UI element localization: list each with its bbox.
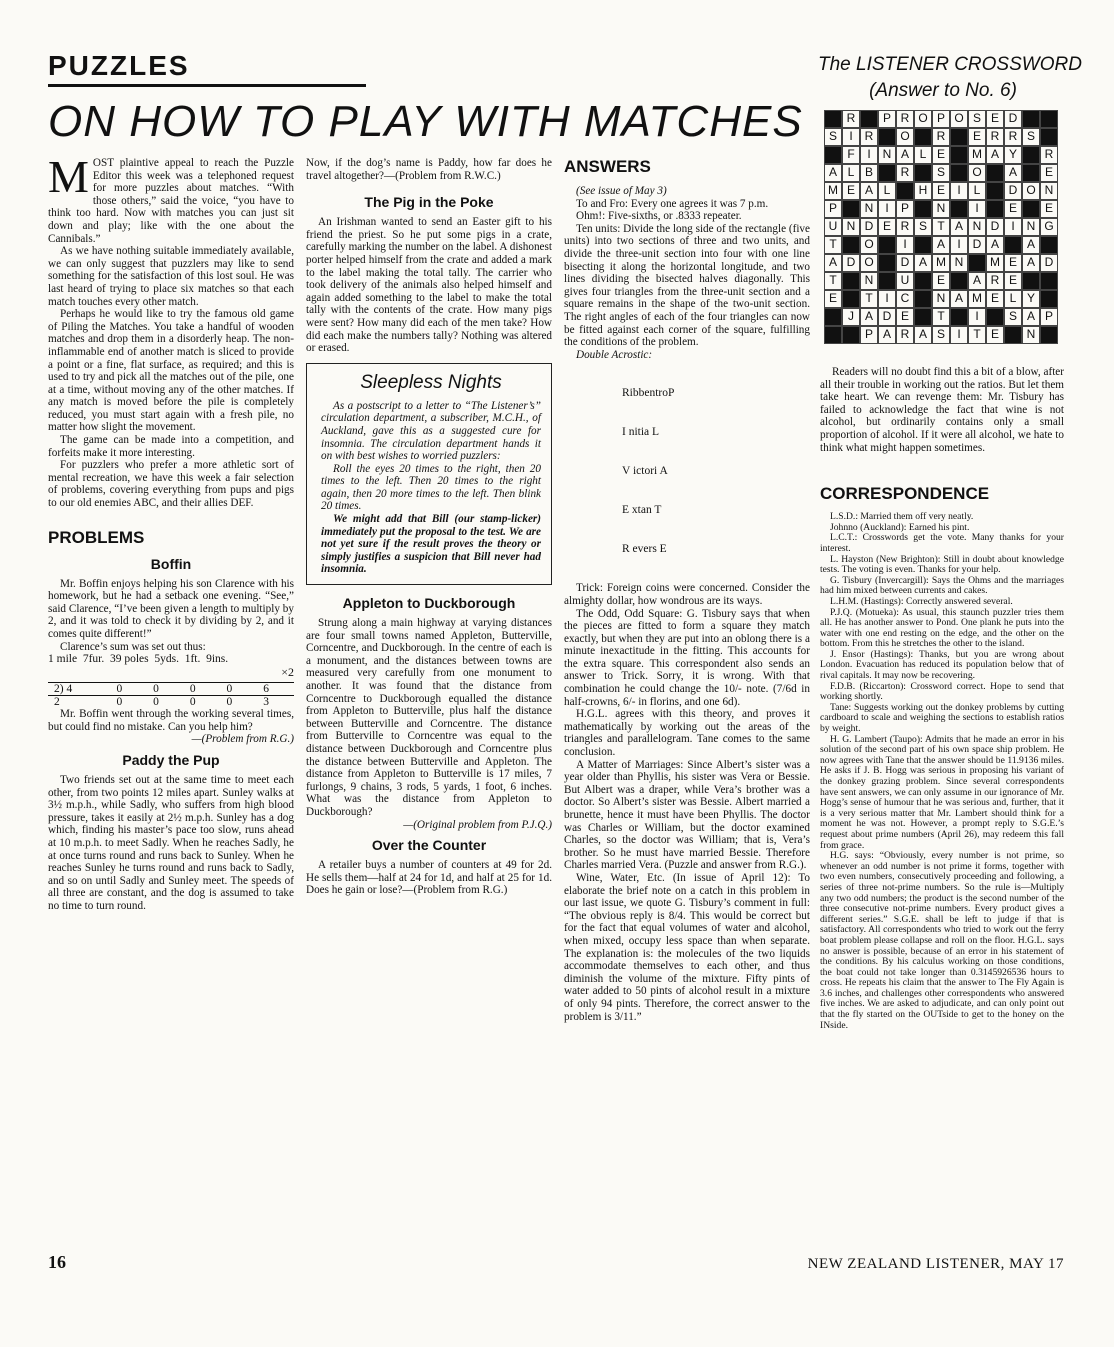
answer-odd2: H.G.L. agrees with this theory, and proves it mathematically by working out the areas of the triangles and parallelogram. Tane comes to the same conclusion.: [564, 708, 810, 759]
crossword-black-cell: [824, 146, 842, 164]
crossword-cell: S: [932, 326, 950, 344]
crossword-cell: O: [1022, 182, 1040, 200]
sleepless-p1: As a postscript to a letter to “The Listener’s” circulation department, a subscriber, M.C.H., of Auckland, gave this as a suggested cure for insomnia. The circulation department hands it on with best wishes to worried puzzlers:: [321, 399, 541, 463]
dropcap: M: [48, 151, 89, 202]
crossword-cell: L: [1004, 290, 1022, 308]
crossword-cell: T: [932, 308, 950, 326]
crossword-grid: [824, 110, 1060, 344]
crossword-cell: I: [860, 146, 878, 164]
section-title: PUZZLES: [48, 50, 190, 81]
intro-p3: Perhaps he would like to try the famous old game of Piling the Matches. You take a handful of wooden matches and drop them in a disorderly heap. The non-inflammable end of another match is sliced to provide a point or a fine, flat surface, as required; and this is used to try and pick all the matches out of the pile, one at a time, without moving any of the other matches. If any match is moved before the pile is completely reduced, you must start again with a fresh pile, no matter how slight the movement.: [48, 308, 294, 434]
crossword-black-cell: [896, 182, 914, 200]
crossword-cell: M: [968, 146, 986, 164]
crossword-cell: M: [986, 254, 1004, 272]
crossword-cell: E: [968, 128, 986, 146]
crossword-cell: D: [878, 308, 896, 326]
crossword-cell: D: [1004, 110, 1022, 128]
crossword-cell: A: [914, 254, 932, 272]
crossword-black-cell: [1040, 236, 1058, 254]
crossword-cell: R: [1004, 128, 1022, 146]
crossword-black-cell: [1004, 236, 1022, 254]
crossword-cell: E: [986, 290, 1004, 308]
crossword-cell: S: [914, 218, 932, 236]
crossword-cell: T: [860, 290, 878, 308]
crossword-cell: D: [1004, 182, 1022, 200]
crossword-cell: P: [860, 326, 878, 344]
crossword-cell: A: [1022, 308, 1040, 326]
counter-title: Over the Counter: [371, 837, 487, 854]
crossword-cell: P: [878, 110, 896, 128]
crossword-cell: E: [1040, 200, 1058, 218]
correspondence-item: P.J.Q. (Motueka): As usual, this staunch puzzler tries them all. He has another answer to Pond. One plank he puts into the water with one end resting on the edge, and the other on the bottom. From this he stretches the other to the island.: [820, 606, 1064, 650]
crossword-black-cell: [878, 272, 896, 290]
table-cell: 0: [226, 696, 233, 709]
crossword-black-cell: [950, 146, 968, 164]
crossword-cell: A: [968, 272, 986, 290]
crossword-black-cell: [950, 164, 968, 182]
crossword-cell: E: [842, 182, 860, 200]
table-row: [48, 696, 294, 709]
problems-heading: PROBLEMS: [48, 527, 145, 547]
crossword-cell: E: [986, 326, 1004, 344]
crossword-cell: S: [1004, 308, 1022, 326]
crossword-black-cell: [914, 272, 932, 290]
crossword-cell: M: [824, 182, 842, 200]
boffin-p1: Mr. Boffin enjoys helping his son Clarence with his homework, but he had a setback one evening. “See,” said Clarence, “I’ve been given a length to multiply by 2, and it was told to check it by dividing by 2, and it comes quite different!”: [48, 577, 294, 640]
crossword-black-cell: [914, 200, 932, 218]
crossword-black-cell: [986, 308, 1004, 326]
crossword-black-cell: [950, 308, 968, 326]
crossword-black-cell: [1040, 128, 1058, 146]
table-cell: 0: [153, 696, 159, 709]
crossword-black-cell: [842, 290, 860, 308]
answer-odd1: The Odd, Odd Square: G. Tisbury says that when the pieces are fitted to form a square they match exactly, but when they are put into an oblong there is a minute inexactitude in the fitting. This accounts for the extra square. This correspondent also sends an answer to Trick. Sorry, it is wrong. With that combination he could change the 10/- note. (7/6d in half-crowns, 6/- in florins, and one 6d).: [564, 607, 810, 708]
intro-p1: OST plaintive appeal to reach the Puzzle Editor this week was a telephoned request for more puzzles about matches. “With those others,” said the voice, “you have to think too hard. Now with matches you can just sit down and play; like with the one about the Cannibals.”: [48, 157, 294, 245]
crossword-cell: A: [860, 308, 878, 326]
publication-footer: NEW ZEALAND LISTENER, MAY 17: [807, 1256, 1064, 1272]
correspondence-item: L.C.T.: Crosswords get the vote. Many thanks for your interest.: [820, 532, 1064, 554]
answer-tofro: To and Fro: Every one agrees it was 7 p.m.: [576, 197, 769, 210]
crossword-cell: A: [824, 254, 842, 272]
crossword-cell: A: [932, 236, 950, 254]
crossword-cell: U: [896, 272, 914, 290]
crossword-black-cell: [1040, 272, 1058, 290]
crossword-black-cell: [1040, 290, 1058, 308]
crossword-cell: N: [968, 218, 986, 236]
column-1: [48, 151, 294, 913]
crossword-cell: D: [1040, 254, 1058, 272]
paddy-p1: Two friends set out at the same time to meet each other, from two points 12 miles apart. Sunley walks at 3½ m.p.h., while Sadly, who suffers from high blood pressure, takes it easily at 2½ m.p.h. Sunley has a dog which, finding his master’s pace too slow, runs ahead at 10 m.p.h. to meet Sadly. When he reaches Sadly, he at once turns round and runs back to Sunley. When he reaches Sunley he turns round and runs back to Sadly, and so on until Sadly and Sunley meet. The speeds of all three are constant, and the dog is assumed to take no time to turn round.: [48, 773, 294, 912]
crossword-black-cell: [1040, 110, 1058, 128]
acrostic-label: Double Acrostic:: [576, 348, 653, 361]
crossword-cell: S: [1022, 128, 1040, 146]
crossword-cell: E: [932, 146, 950, 164]
answer-trick: Trick: Foreign coins were concerned. Consider the almighty dollar, how wondrous are its ways.: [564, 582, 810, 607]
answers-see: (See issue of May 3): [576, 185, 667, 197]
acrostic-line: RibbentroP: [622, 387, 675, 400]
answer-wine: Wine, Water, Etc. (In issue of April 12): To elaborate the brief note on a catch in this problem in our last issue, we quote G. Tisbury’s comment in full: “The obvious reply is 8/4. This would be correct but for the fact that equal volumes of water and alcohol, when mixed, occupy less space than when separate. The explanation is: the molecules of the two liquids accommodate themselves to each other, and thus diminish the volume of the mixture. Fifty pints of water added to 50 pints of alcohol result in a mixture of only 94 pints. Therefore, the correct answer to the problem is 3/11.”: [564, 871, 810, 1023]
crossword-black-cell: [968, 254, 986, 272]
crossword-black-cell: [950, 200, 968, 218]
acrostic: [622, 361, 810, 582]
crossword-cell: M: [968, 290, 986, 308]
answer-ten: Ten units: Divide the long side of the rectangle (five units) into two sections of three and two units, and divide the three-unit section into four with one line bisecting it along the horizontal longitude, and two lines dividing the bisected halves diagonally. This gives four triangles from the three-unit section and a square remains in the shape of the two-unit section. The right angles of each of the four triangles can now be fitted against each corner of the square, fulfilling the conditions of the problem.: [564, 222, 810, 349]
crossword-cell: L: [914, 146, 932, 164]
crossword-black-cell: [986, 182, 1004, 200]
answer-marriages: A Matter of Marriages: Since Albert’s sister was a year older than Phyllis, his sister was Vera or Bessie. But Albert was a draper, while Vera’s brother was a doctor. So Albert’s sister was Bessie. Albert married a brunette, hence it must have been Phyllis. The doctor was Charles or William, but the doctor examined Charles, so the doctor was William; that is, Vera’s brother. So he must have married Bessie. Therefore Charles married Vera. (Puzzle and answer from R.G.).: [564, 758, 810, 872]
intro: [48, 151, 294, 510]
crossword-black-cell: [914, 236, 932, 254]
crossword-cell: A: [1022, 236, 1040, 254]
crossword-cell: A: [986, 236, 1004, 254]
correspondence-item: H. G. Lambert (Taupo): Admits that he made an error in his solution of the second part of his own space ship problem. He now agrees with Tane that the answer should be 11.9136 miles. He asks if J. B. Hogg was serious in proposing his variant of the donkey grazing problem. Since several correspondents have sent answers, we can only assume in our ignorance of Mr. Hogg’s sense of humour that he was serious and, further, that it is a very serious matter that Mr. Lambert should think for a moment he was not. However, a prompt reply to S.G.E.’s request about prime numbers (April 26), may redeem this fall from grace.: [820, 733, 1064, 851]
sleepless-box: [306, 363, 552, 585]
paddy-p2: Now, if the dog’s name is Paddy, how far does he travel altogether?—(Problem from R.W.C.): [306, 157, 552, 182]
crossword-cell: N: [860, 272, 878, 290]
crossword-cell: I: [950, 326, 968, 344]
boffin-times: ×2: [281, 665, 294, 680]
table-cell: 6: [263, 683, 269, 696]
crossword-cell: E: [1004, 254, 1022, 272]
crossword-cell: U: [824, 218, 842, 236]
crossword-cell: N: [842, 218, 860, 236]
crossword-cell: A: [1004, 164, 1022, 182]
crossword-cell: A: [950, 290, 968, 308]
crossword-cell: E: [1040, 164, 1058, 182]
crossword-cell: E: [932, 182, 950, 200]
crossword-cell: T: [968, 326, 986, 344]
correspondence-item: F.D.B. (Riccarton): Crossword correct. Hope to send that working shortly.: [820, 680, 1064, 703]
crossword-cell: I: [842, 128, 860, 146]
crossword-black-cell: [986, 164, 1004, 182]
pig-title: The Pig in the Poke: [364, 194, 494, 211]
crossword-cell: O: [950, 110, 968, 128]
crossword-cell: O: [860, 254, 878, 272]
crossword-cell: B: [860, 164, 878, 182]
crossword-cell: T: [932, 218, 950, 236]
crossword-cell: E: [824, 290, 842, 308]
boffin-table: [48, 682, 294, 708]
crossword-cell: E: [986, 110, 1004, 128]
crossword-cell: N: [932, 200, 950, 218]
crossword-cell: N: [860, 200, 878, 218]
acrostic-line: R evers E: [622, 543, 667, 556]
crossword-cell: A: [986, 146, 1004, 164]
crossword-black-cell: [914, 128, 932, 146]
crossword-black-cell: [1022, 110, 1040, 128]
crossword-cell: A: [1022, 254, 1040, 272]
column-4: [820, 110, 1064, 1031]
crossword-cell: J: [842, 308, 860, 326]
acrostic-line: I nitia L: [622, 426, 660, 439]
crossword-black-cell: [1022, 146, 1040, 164]
crossword-black-cell: [878, 164, 896, 182]
crossword-cell: I: [950, 236, 968, 254]
crossword-cell: R: [860, 128, 878, 146]
crossword-cell: L: [968, 182, 986, 200]
sleepless-p3: We might add that Bill (our stamp-licker) immediately put the proposal to the test. We are not yet sure if the result proves the theory or simply justifies a suspicion that Bill never had insomnia.: [321, 513, 541, 576]
crossword-cell: R: [896, 164, 914, 182]
crossword-cell: E: [878, 218, 896, 236]
table-row: [48, 683, 294, 696]
crossword-black-cell: [842, 236, 860, 254]
crossword-black-cell: [824, 326, 842, 344]
crossword-cell: E: [1004, 272, 1022, 290]
appleton-credit: —(Original problem from P.J.Q.): [403, 818, 552, 831]
crossword-after: Readers will no doubt find this a bit of a blow, after all their trouble in working out the ratios. But let them take heart. We can revenge them: Mr. Tisbury has failed to acknowledge the fact that wine is not alcohol, but ordinarily contains only a small proportion of alcohol. If it were all alcohol, we hate to think what might happen sometimes.: [820, 366, 1064, 454]
crossword-black-cell: [1040, 326, 1058, 344]
table-cell: 0: [116, 683, 123, 696]
crossword-black-cell: [950, 128, 968, 146]
table-cell: 2: [54, 696, 60, 709]
crossword-subtitle: (Answer to No. 6): [869, 80, 1017, 101]
crossword-black-cell: [1022, 200, 1040, 218]
crossword-cell: N: [932, 290, 950, 308]
crossword-cell: R: [986, 272, 1004, 290]
crossword-cell: T: [824, 236, 842, 254]
pig-p1: An Irishman wanted to send an Easter gift to his friend the priest. So he put some pigs in a crate, carefully marking the number on the label. A dishonest porter helped himself from the crate and added a mark to the label making the total tally. The carrier who took delivery of the animals also helped himself and again added something to the label to make the total tally with the contents of the crate. How many pigs were sent? How many did each of the men take? How did each make the numbers tally? Nothing was altered or erased.: [306, 216, 552, 355]
crossword-black-cell: [842, 272, 860, 290]
intro-p2: As we have nothing suitable immediately available, we can only suggest that puzzlers may like to send something for the satisfaction of this lost soul. He was last heard of trying to place six matches so that each match touches every other match.: [48, 245, 294, 308]
crossword-cell: E: [896, 308, 914, 326]
crossword-cell: N: [950, 254, 968, 272]
crossword-cell: R: [986, 128, 1004, 146]
crossword-cell: R: [932, 128, 950, 146]
sleepless-title: Sleepless Nights: [360, 371, 502, 393]
correspondence-item: L. Hayston (New Brighton): Still in doubt about knowledge tests. The voting is even. Thanks for your help.: [820, 553, 1064, 576]
crossword-cell: D: [968, 236, 986, 254]
boffin-title: Boffin: [150, 555, 192, 572]
crossword-black-cell: [824, 110, 842, 128]
correspondence-item: L.S.D.: Married them off very neatly.: [830, 511, 974, 523]
sleepless-p2: Roll the eyes 20 times to the right, then 20 times to the left. Then 20 times to the right again, then 20 more times to the left. Then blink 20 times.: [321, 462, 541, 513]
crossword-cell: I: [878, 200, 896, 218]
table-cell: 0: [226, 683, 233, 696]
crossword-black-cell: [914, 164, 932, 182]
crossword-cell: A: [896, 146, 914, 164]
crossword-cell: R: [896, 110, 914, 128]
crossword-cell: P: [896, 200, 914, 218]
crossword-cell: N: [878, 146, 896, 164]
crossword-black-cell: [1022, 164, 1040, 182]
crossword-cell: R: [1040, 146, 1058, 164]
paddy-title: Paddy the Pup: [122, 751, 220, 768]
correspondence-heading: CORRESPONDENCE: [820, 484, 990, 504]
crossword-black-cell: [914, 290, 932, 308]
crossword-black-cell: [1022, 272, 1040, 290]
correspondence-item: L.H.M. (Hastings): Correctly answered several.: [830, 595, 1013, 607]
crossword-cell: A: [824, 164, 842, 182]
headline: ON HOW TO PLAY WITH MATCHES: [48, 97, 803, 146]
intro-p5: For puzzlers who prefer a more athletic sort of mental recreation, we have this week a fair selection of problems, covering everything from pups and pigs to our old enemies ABC, and their allies DEF.: [48, 459, 294, 510]
crossword-cell: N: [1022, 326, 1040, 344]
crossword-cell: O: [860, 236, 878, 254]
page-number: 16: [48, 1252, 66, 1272]
crossword-cell: O: [968, 164, 986, 182]
crossword-cell: R: [896, 326, 914, 344]
crossword-cell: T: [824, 272, 842, 290]
crossword-cell: P: [932, 110, 950, 128]
crossword-cell: I: [968, 308, 986, 326]
crossword-cell: L: [842, 164, 860, 182]
crossword-cell: M: [932, 254, 950, 272]
crossword-cell: N: [1022, 218, 1040, 236]
acrostic-line: E xtan T: [622, 504, 662, 517]
crossword-cell: P: [1040, 308, 1058, 326]
crossword-cell: E: [1004, 200, 1022, 218]
correspondence-item: Johnno (Auckland): Earned his pint.: [830, 521, 970, 533]
table-cell: 0: [189, 696, 196, 709]
crossword-cell: P: [824, 200, 842, 218]
crossword-cell: A: [914, 326, 932, 344]
column-2: [306, 157, 552, 897]
crossword-black-cell: [842, 200, 860, 218]
crossword-cell: D: [860, 218, 878, 236]
crossword-cell: I: [950, 182, 968, 200]
crossword-cell: I: [968, 200, 986, 218]
crossword-cell: I: [896, 236, 914, 254]
crossword-cell: I: [1004, 218, 1022, 236]
counter-p1: A retailer buys a number of counters at 49 for 2d. He sells them—half at 24 for 1d, and half at 25 for 1d. Does he gain or lose?—(Problem from R.G.): [306, 859, 552, 897]
column-3: [564, 157, 810, 1023]
crossword-cell: A: [878, 326, 896, 344]
correspondence-item: J. Ensor (Hastings): Thanks, but you are wrong about London. Evacuation has reduced its population below that of rival capitals. It may now be recovering.: [820, 648, 1064, 682]
appleton-p1: Strung along a main highway at varying distances are four small towns named Appleton, Butterville, Corncentre, and Duckborough. In the centre of each is a monument, and the distances between towns are measured very carefully from one monument to another. It was found that the distance from Corncentre to Duckborough equalled the distance from Appleton to Butterville, plus half the distance between Butterville and Corncentre. The distance from Butterville to Corncentre was equal to the distance between Duckborough and Corncentre plus the distance between Butterville and Appleton. The distance from Appleton to Butterville is 17 miles, 7 furlongs, 9 chains, 3 rods, 5 yards, 1 foot, 6 inches. What was the distance from Appleton to Duckborough?: [306, 617, 552, 818]
crossword-cell: S: [824, 128, 842, 146]
boffin-credit: —(Problem from R.G.): [191, 733, 294, 746]
crossword-cell: N: [1040, 182, 1058, 200]
answer-ohm: Ohm!: Five-sixths, or .8333 repeater.: [576, 210, 742, 223]
crossword-cell: O: [914, 110, 932, 128]
crossword-black-cell: [878, 254, 896, 272]
crossword-cell: Y: [1022, 290, 1040, 308]
crossword-cell: A: [860, 182, 878, 200]
crossword-title: The LISTENER CROSSWORD: [818, 54, 1082, 75]
crossword-cell: R: [896, 218, 914, 236]
correspondence-item: Tane: Suggests working out the donkey problems by cutting cardboard to scale and weighing the sections to establish ratios by weight.: [820, 701, 1064, 735]
appleton-title: Appleton to Duckborough: [342, 595, 516, 612]
crossword-black-cell: [860, 110, 878, 128]
crossword-cell: I: [878, 290, 896, 308]
answers-heading: ANSWERS: [564, 157, 651, 176]
correspondence-item: H.G. says: “Obviously, every number is not prime, so whenever an odd number is not prime it forms, together with two even numbers, consecutively proceeding and following, a series of three not-prime numbers. So the rule is—Multiply any two odd numbers; the product is the second number of the three consecutive not-prime numbers. Every product gives a different series.” S.G.E. shall be left to judge if that is satisfactory. All correspondents who tried to work out the ferry boat problem please collapse and roll on the floor. H.G.L. says no answer is possible, because of an error in his statement of the conditions. By his calculus working on those conditions, the boat could not take longer than 0.3145926536 hours to cross. He repeats his claim that the answer to The Fly Again is 3.6 inches, and challenges other correspondents who answered five inches. We are asked to adjudicate, and can only point out that the fly started on the OUTside to get to the honey on the INside.: [820, 850, 1064, 1031]
crossword-cell: S: [932, 164, 950, 182]
crossword-cell: R: [842, 110, 860, 128]
crossword-cell: D: [896, 254, 914, 272]
crossword-cell: S: [968, 110, 986, 128]
crossword-cell: E: [932, 272, 950, 290]
section-rule: [48, 84, 366, 87]
crossword-black-cell: [950, 272, 968, 290]
crossword-black-cell: [1004, 326, 1022, 344]
crossword-cell: L: [878, 182, 896, 200]
crossword-cell: O: [896, 128, 914, 146]
correspondence-list: [820, 512, 1064, 1031]
crossword-black-cell: [842, 326, 860, 344]
table-cell: 3: [263, 696, 269, 709]
boffin-p2: Clarence’s sum was set out thus:: [60, 640, 206, 653]
crossword-cell: Y: [1004, 146, 1022, 164]
crossword-black-cell: [824, 308, 842, 326]
table-cell: 2) 4: [54, 683, 73, 696]
crossword-black-cell: [914, 308, 932, 326]
crossword-cell: D: [986, 218, 1004, 236]
intro-p4: The game can be made into a competition, and forfeits make it more interesting.: [48, 434, 294, 459]
crossword-cell: A: [950, 218, 968, 236]
crossword-cell: G: [1040, 218, 1058, 236]
crossword-black-cell: [878, 236, 896, 254]
crossword-cell: F: [842, 146, 860, 164]
crossword-black-cell: [878, 128, 896, 146]
crossword-black-cell: [986, 200, 1004, 218]
crossword-cell: D: [842, 254, 860, 272]
boffin-sum-line: 1 mile 7fur. 39 poles 5yds. 1ft. 9ins.: [48, 653, 229, 666]
crossword-cell: H: [914, 182, 932, 200]
table-cell: 0: [153, 683, 159, 696]
table-cell: 0: [189, 683, 196, 696]
table-cell: 0: [116, 696, 123, 709]
acrostic-line: V ictori A: [622, 465, 668, 478]
correspondence-item: G. Tisbury (Invercargill): Says the Ohms and the marriages had him mixed between currents and cakes.: [820, 574, 1064, 597]
crossword-cell: C: [896, 290, 914, 308]
boffin-p3: Mr. Boffin went through the working several times, but could find no mistake. Can you help him?: [48, 708, 294, 733]
